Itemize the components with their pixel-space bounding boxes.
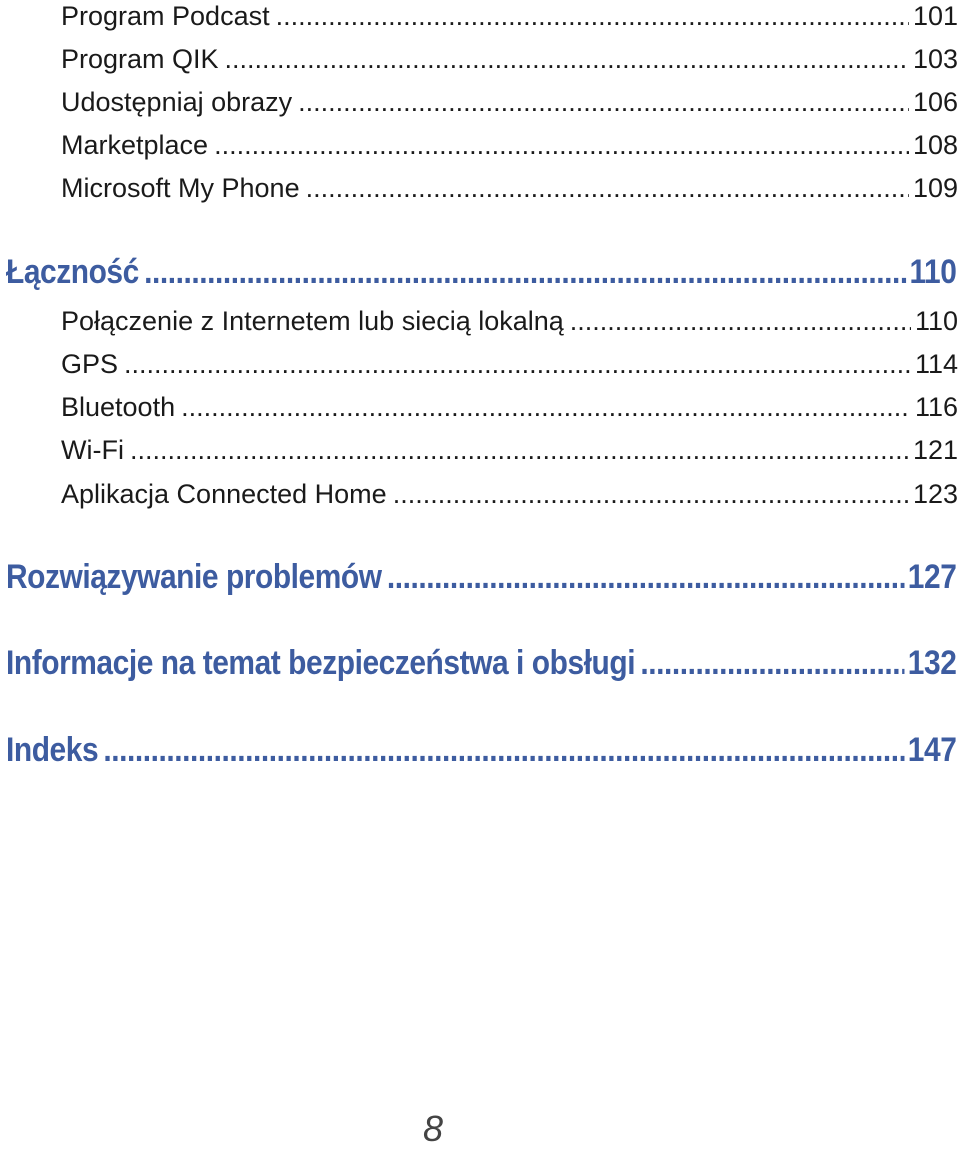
dot-leader: [124, 346, 911, 382]
toc-entry[interactable]: [61, 41, 958, 77]
chapter-page: 127: [907, 558, 957, 596]
toc-entry-page: 123: [912, 479, 958, 509]
toc-entry-page: 109: [912, 173, 958, 203]
toc-entry-page: 110: [914, 306, 958, 336]
toc-entry[interactable]: [61, 0, 958, 34]
toc-entry-label: Bluetooth: [61, 392, 176, 422]
toc-entry-label: Udostępniaj obrazy: [61, 87, 293, 117]
toc-chapter-connectivity[interactable]: [6, 250, 956, 294]
toc-chapter-index[interactable]: [6, 728, 956, 772]
page-number: 8: [422, 1108, 444, 1149]
toc-entry-label: Marketplace: [61, 130, 209, 160]
toc-entry[interactable]: [61, 303, 958, 339]
dot-leader: [306, 170, 909, 206]
chapter-label: Rozwiązywanie problemów: [6, 558, 382, 596]
dot-leader: [130, 432, 909, 468]
toc-entry-label: Microsoft My Phone: [61, 173, 300, 203]
chapter-label: Łączność: [6, 253, 139, 291]
toc-entry-page: 108: [912, 130, 958, 160]
toc-entry[interactable]: [61, 432, 958, 468]
chapter-label: Indeks: [6, 731, 99, 769]
toc-chapter-troubleshooting[interactable]: [6, 555, 956, 599]
toc-entry-page: 101: [912, 1, 958, 31]
dot-leader: [103, 728, 904, 772]
dot-leader: [387, 555, 904, 599]
toc-entry-label: Połączenie z Internetem lub siecią lokalną: [61, 306, 564, 336]
dot-leader: [214, 127, 909, 163]
toc-entry[interactable]: [61, 84, 958, 120]
toc-entry[interactable]: [61, 389, 958, 425]
dot-leader: [225, 41, 909, 77]
toc-entry-page: 106: [912, 87, 958, 117]
chapter-page: 132: [907, 644, 957, 682]
dot-leader: [298, 84, 909, 120]
toc-entry-page: 114: [914, 349, 958, 379]
dot-leader: [393, 476, 909, 512]
toc-entry-label: Program Podcast: [61, 1, 270, 31]
chapter-page: 110: [909, 253, 957, 291]
dot-leader: [570, 303, 911, 339]
chapter-label: Informacje na temat bezpieczeństwa i obsługi: [6, 644, 636, 682]
toc-entry[interactable]: [61, 346, 958, 382]
dot-leader: [640, 641, 904, 685]
toc-entry-label: GPS: [61, 349, 119, 379]
chapter-page: 147: [907, 731, 957, 769]
dot-leader: [181, 389, 911, 425]
dot-leader: [276, 0, 909, 34]
toc-entry-label: Aplikacja Connected Home: [61, 479, 387, 509]
toc-entry[interactable]: [61, 170, 958, 206]
toc-entry-page: 116: [914, 392, 958, 422]
dot-leader: [144, 250, 906, 294]
toc-entry-label: Program QIK: [61, 44, 219, 74]
toc-entry-page: 121: [912, 435, 958, 465]
toc-chapter-safety[interactable]: [6, 641, 956, 685]
toc-entry[interactable]: [61, 476, 958, 512]
toc-entry-page: 103: [912, 44, 958, 74]
toc-entry[interactable]: [61, 127, 958, 163]
toc-entry-label: Wi-Fi: [61, 435, 124, 465]
